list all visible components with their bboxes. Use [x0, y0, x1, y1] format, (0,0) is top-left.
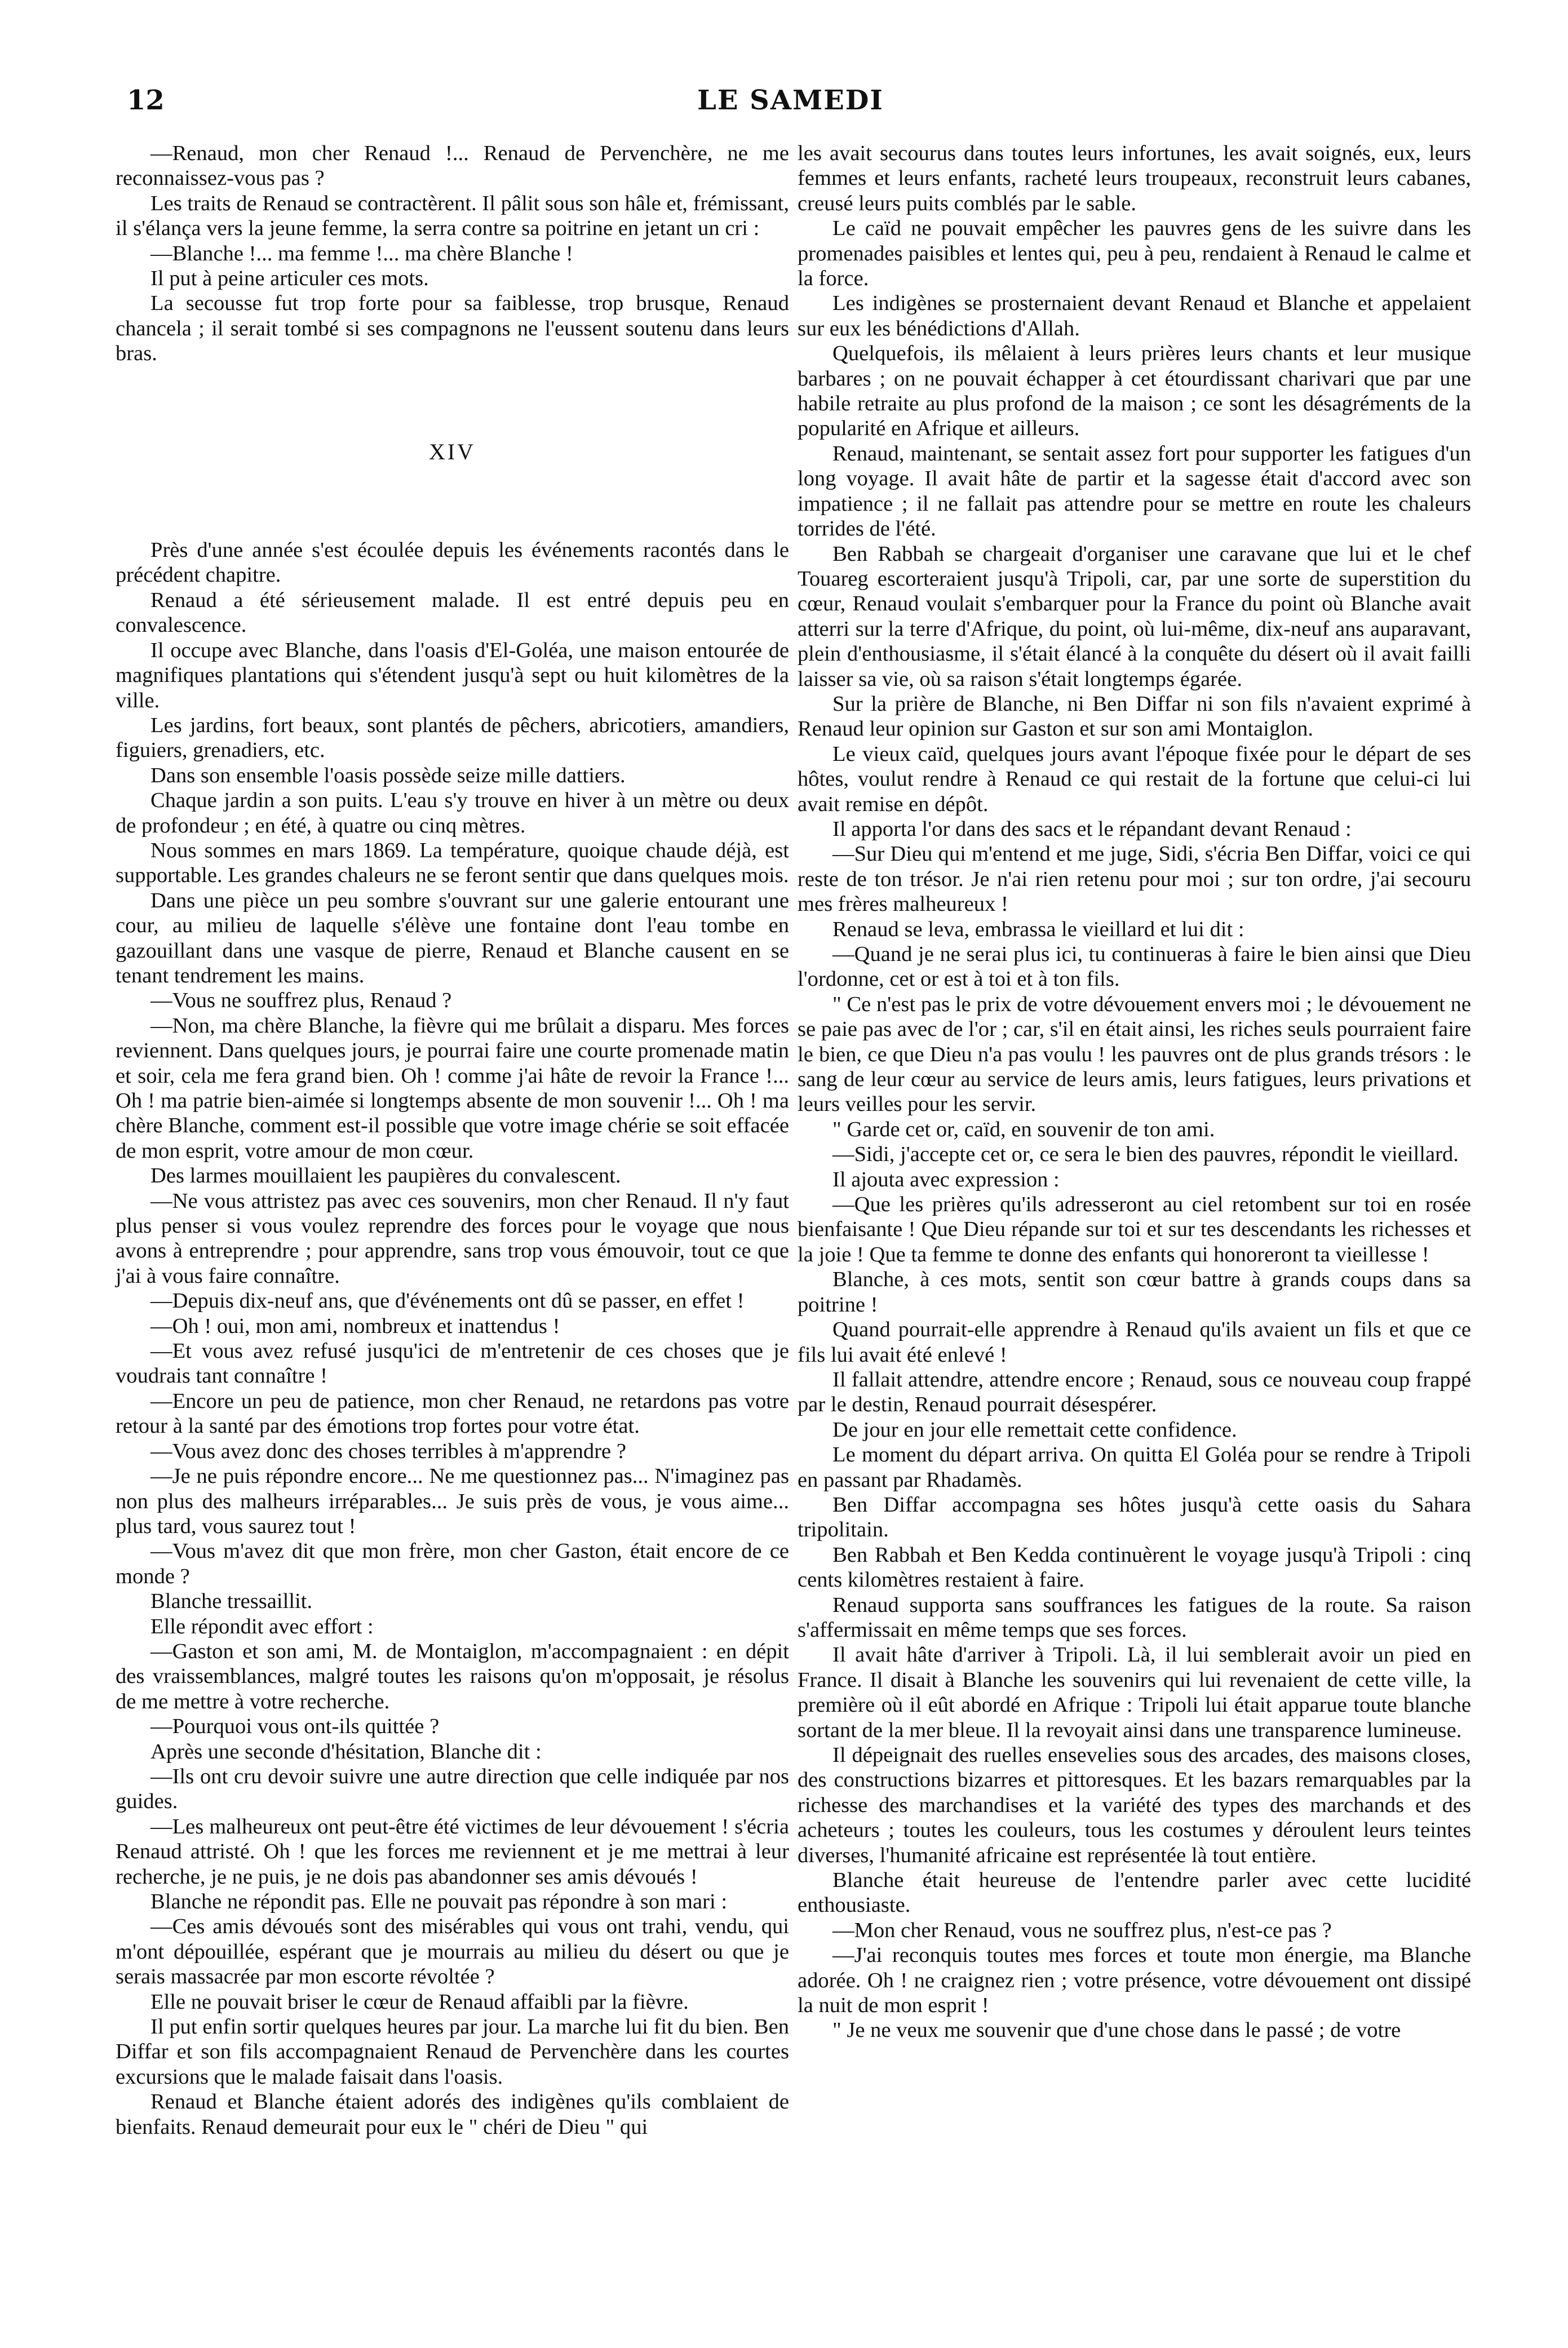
- paragraph: Blanche tressaillit.: [150, 1589, 313, 1614]
- paragraph: Il dépeignait des ruelles ensevelies sous des arcades, des maisons closes, des constructions bizarres et pittoresques. Et les bazars remarquables par la richesse des marchandises et la variété des types des marchands et des acheteurs ; toutes les couleurs, tous les costumes y déroulent leurs teintes diverses, l'humanité africaine est représentée là tout entière.: [798, 1743, 1471, 1867]
- paragraph: —Ces amis dévoués sont des misérables qui vous ont trahi, vendu, qui m'ont dépouillée, espérant que je mourrais au milieu du désert ou que je serais massacrée par mon escorte révoltée ?: [116, 1915, 789, 1989]
- paragraph: —Encore un peu de patience, mon cher Renaud, ne retardons pas votre retour à la santé par des émotions trop fortes pour votre état.: [116, 1389, 789, 1438]
- paragraph: —Ne vous attristez pas avec ces souvenirs, mon cher Renaud. Il n'y faut plus penser si vous voulez reprendre des forces pour le voyage que nous avons à entreprendre ; pour apprendre, sans trop vous émouvoir, tout ce que j'ai à vous faire connaître.: [116, 1189, 789, 1288]
- paragraph: —Blanche !... ma femme !... ma chère Blanche !: [150, 241, 573, 265]
- page-header: [116, 79, 1465, 130]
- paragraph: Dans une pièce un peu sombre s'ouvrant sur une galerie entourant une cour, au milieu de laquelle s'élève une fontaine dont l'eau tombe en gazouillant dans une vasque de pierre, Renaud et Blanche causent en se tenant tendrement les mains.: [116, 888, 789, 987]
- paragraph: Renaud supporta sans souffrances les fatigues de la route. Sa raison s'affermissait en même temps que ses forces.: [798, 1593, 1471, 1642]
- paragraph: Renaud, maintenant, se sentait assez fort pour supporter les fatigues d'un long voyage. Il avait hâte de partir et la sagesse était d'accord avec son impatience ; il ne fallait pas attendre pour se mettre en route les chaleurs torrides de l'été.: [798, 441, 1471, 541]
- paragraph: —Vous ne souffrez plus, Renaud ?: [150, 989, 452, 1013]
- paragraph: Renaud a été sérieusement malade. Il est entré depuis peu en convalescence.: [116, 588, 789, 637]
- paragraph: " Ce n'est pas le prix de votre dévouement envers moi ; le dévouement ne se paie pas avec de l'or ; car, s'il en était ainsi, les riches seuls pourraient faire le bien, ce que Dieu n'a pas voulu ! les pauvres ont de plus grands trésors : le sang de leur cœur au service de leurs amis, leurs fatigues, leurs privations et leurs veilles pour les servir.: [798, 992, 1471, 1117]
- running-title: LE SAMEDI: [697, 85, 884, 116]
- page-number: 12: [127, 85, 165, 116]
- paragraph: —Renaud, mon cher Renaud !... Renaud de Pervenchère, ne me reconnaissez-vous pas ?: [116, 141, 789, 191]
- paragraph: Il put enfin sortir quelques heures par jour. La marche lui fit du bien. Ben Diffar et son fils accompagnaient Renaud de Pervenchère dans les courtes excursions que le malade faisait dans l'oasis.: [116, 2015, 789, 2089]
- right-column: [798, 141, 1471, 2043]
- paragraph: Les traits de Renaud se contractèrent. Il pâlit sous son hâle et, frémissant, il s'élança vers la jeune femme, la serra contre sa poitrine en jetant un cri :: [116, 191, 789, 241]
- paragraph: Renaud se leva, embrassa le vieillard et lui dit :: [832, 917, 1244, 941]
- paragraph: Elle répondit avec effort :: [150, 1614, 374, 1638]
- paragraph: " Garde cet or, caïd, en souvenir de ton ami.: [832, 1117, 1215, 1141]
- paragraph: Ben Diffar accompagna ses hôtes jusqu'à cette oasis du Sahara tripolitain.: [798, 1492, 1471, 1542]
- paragraph: —Non, ma chère Blanche, la fièvre qui me brûlait a disparu. Mes forces reviennent. Dans quelques jours, je pourrai faire une courte promenade matin et soir, cela me fera grand bien. Oh ! comme j'ai hâte de revoir la France !... Oh ! ma patrie bien-aimée si longtemps absente de mon souvenir !... Oh ! ma chère Blanche, comment est-il possible que votre image chérie se soit effacée de mon esprit, votre amour de mon cœur.: [116, 1013, 789, 1163]
- paragraph: Le vieux caïd, quelques jours avant l'époque fixée pour le départ de ses hôtes, voulut rendre à Renaud ce qui restait de la fortune que celui-ci lui avait remise en dépôt.: [798, 742, 1471, 816]
- paragraph: —Mon cher Renaud, vous ne souffrez plus, n'est-ce pas ?: [832, 1918, 1332, 1942]
- paragraph: Blanche ne répondit pas. Elle ne pouvait pas répondre à son mari :: [150, 1890, 728, 1913]
- paragraph: " Je ne veux me souvenir que d'une chose dans le passé ; de votre: [832, 2018, 1401, 2043]
- paragraph: —Sur Dieu qui m'entend et me juge, Sidi, s'écria Ben Diffar, voici ce qui reste de ton trésor. Je n'ai rien retenu pour moi ; sur ton ordre, j'ai secouru mes frères malheureux !: [798, 842, 1471, 916]
- paragraph: Dans son ensemble l'oasis possède seize mille dattiers.: [150, 763, 626, 787]
- paragraph: La secousse fut trop forte pour sa faiblesse, trop brusque, Renaud chancela ; il serait tombé si ses compagnons ne l'eussent soutenu dans leurs bras.: [116, 291, 789, 366]
- paragraph: —Vous m'avez dit que mon frère, mon cher Gaston, était encore de ce monde ?: [116, 1539, 789, 1588]
- paragraph: —Je ne puis répondre encore... Ne me questionnez pas... N'imaginez pas non plus des malheurs irréparables... Je suis près de vous, je vous aime... plus tard, vous saurez tout !: [116, 1464, 789, 1538]
- paragraph: Après une seconde d'hésitation, Blanche dit :: [150, 1739, 542, 1764]
- paragraph: Il apporta l'or dans des sacs et le répandant devant Renaud :: [832, 817, 1352, 841]
- paragraph: —Oh ! oui, mon ami, nombreux et inattendus !: [150, 1314, 560, 1338]
- paragraph: —Depuis dix-neuf ans, que d'événements ont dû se passer, en effet !: [150, 1289, 745, 1313]
- paragraph: —Pourquoi vous ont-ils quittée ?: [150, 1715, 440, 1739]
- paragraph: Il avait hâte d'arriver à Tripoli. Là, il lui semblerait avoir un pied en France. Il disait à Blanche les souvenirs qui lui revenaient de cette ville, la première où il eût abordé en Afrique : Tripoli lui était apparue toute blanche sortant de la mer bleue. Il la revoyait ainsi dans une transparence lumineuse.: [798, 1643, 1471, 1742]
- paragraph: Blanche était heureuse de l'entendre parler avec cette lucidité enthousiaste.: [798, 1868, 1471, 1917]
- paragraph: Elle ne pouvait briser le cœur de Renaud affaibli par la fièvre.: [150, 1990, 689, 2014]
- paragraph: Les jardins, fort beaux, sont plantés de pêchers, abricotiers, amandiers, figuiers, grenadiers, etc.: [116, 713, 789, 763]
- paragraph: Nous sommes en mars 1869. La température, quoique chaude déjà, est supportable. Les grandes chaleurs ne se feront sentir que dans quelques mois.: [116, 838, 789, 888]
- paragraph: les avait secourus dans toutes leurs infortunes, les avait soignés, eux, leurs femmes et leurs enfants, racheté leurs troupeaux, reconstruit leurs cabanes, creusé leurs puits comblés par le sable.: [798, 141, 1471, 215]
- paragraph: —Sidi, j'accepte cet or, ce sera le bien des pauvres, répondit le vieillard.: [832, 1142, 1459, 1167]
- paragraph: Quand pourrait-elle apprendre à Renaud qu'ils avaient un fils et que ce fils lui avait été enlevé !: [798, 1318, 1471, 1367]
- paragraph: Les indigènes se prosternaient devant Renaud et Blanche et appelaient sur eux les bénédictions d'Allah.: [798, 291, 1471, 340]
- paragraph: Il put à peine articuler ces mots.: [150, 267, 429, 291]
- paragraph: Près d'une année s'est écoulée depuis les événements racontés dans le précédent chapitre.: [116, 538, 789, 587]
- paragraph: —Que les prières qu'ils adresseront au ciel retombent sur toi en rosée bienfaisante ! Que Dieu répande sur toi et sur tes descendants les richesses et la joie ! Que ta femme te donne des enfants qui honoreront ta vieillesse !: [798, 1193, 1471, 1266]
- paragraph: —Ils ont cru devoir suivre une autre direction que celle indiquée par nos guides.: [116, 1764, 789, 1814]
- paragraph: Des larmes mouillaient les paupières du convalescent.: [150, 1164, 621, 1188]
- paragraph: Renaud et Blanche étaient adorés des indigènes qu'ils comblaient de bienfaits. Renaud demeurait pour eux le " chéri de Dieu " qui: [116, 2090, 789, 2139]
- paragraph: Le caïd ne pouvait empêcher les pauvres gens de les suivre dans les promenades paisibles et lentes qui, peu à peu, rendaient à Renaud le calme et la force.: [798, 216, 1471, 291]
- paragraph: —Et vous avez refusé jusqu'ici de m'entretenir de ces choses que je voudrais tant connaître !: [116, 1339, 789, 1388]
- paragraph: Le moment du départ arriva. On quitta El Goléa pour se rendre à Tripoli en passant par Rhadamès.: [798, 1443, 1471, 1492]
- paragraph: De jour en jour elle remettait cette confidence.: [832, 1417, 1237, 1442]
- paragraph: —Les malheureux ont peut-être été victimes de leur dévouement ! s'écria Renaud attristé. Oh ! que les forces me reviennent et je me mettrai à leur recherche, je ne puis, je ne dois pas abandonner ses amis dévoués !: [116, 1814, 789, 1889]
- paragraph: Quelquefois, ils mêlaient à leurs prières leurs chants et leur musique barbares ; on ne pouvait échapper à cet étourdissant charivari que par une habile retraite au plus profond de la maison ; ce sont les désagréments de la popularité en Afrique et ailleurs.: [798, 342, 1471, 441]
- paragraph: —Vous avez donc des choses terribles à m'apprendre ?: [150, 1439, 626, 1463]
- paragraph: Il fallait attendre, attendre encore ; Renaud, sous ce nouveau coup frappé par le destin, Renaud pourrait désespérer.: [798, 1367, 1471, 1417]
- paragraph: Il occupe avec Blanche, dans l'oasis d'El-Goléa, une maison entourée de magnifiques plantations qui s'étendent jusqu'à sept ou huit kilomètres de la ville.: [116, 638, 789, 712]
- paragraph: Sur la prière de Blanche, ni Ben Diffar ni son fils n'avaient exprimé à Renaud leur opinion sur Gaston et sur son ami Montaiglon.: [798, 692, 1471, 741]
- paragraph: Ben Rabbah et Ben Kedda continuèrent le voyage jusqu'à Tripoli : cinq cents kilomètres restaient à faire.: [798, 1543, 1471, 1592]
- paragraph: —J'ai reconquis toutes mes forces et toute mon énergie, ma Blanche adorée. Oh ! ne craignez rien ; votre présence, votre dévouement ont dissipé la nuit de mon esprit !: [798, 1943, 1471, 2018]
- section-heading: XIV: [428, 438, 476, 464]
- paragraph: Il ajouta avec expression :: [832, 1167, 1060, 1191]
- paragraph: —Gaston et son ami, M. de Montaiglon, m'accompagnaient : en dépit des vraissemblances, malgré toutes les raisons qu'on m'opposait, je résolus de me mettre à votre recherche.: [116, 1639, 789, 1713]
- paragraph: Ben Rabbah se chargeait d'organiser une caravane que lui et le chef Touareg escorteraient jusqu'à Tripoli, car, par une sorte de superstition du cœur, Renaud voulait s'embarquer pour la France du point où Blanche avait atterri sur la terre d'Afrique, du point, où lui-même, dix-neuf ans auparavant, plein d'enthousiasme, il s'était élancé à la conquête du désert où il avait failli laisser sa vie, où sa raison s'était longtemps égarée.: [798, 542, 1471, 691]
- paragraph: Chaque jardin a son puits. L'eau s'y trouve en hiver à un mètre ou deux de profondeur ; en été, à quatre ou cinq mètres.: [116, 788, 789, 838]
- paragraph: —Quand je ne serai plus ici, tu continueras à faire le bien ainsi que Dieu l'ordonne, cet or est à toi et à ton fils.: [798, 942, 1471, 991]
- paragraph: Blanche, à ces mots, sentit son cœur battre à grands coups dans sa poitrine !: [798, 1268, 1471, 1317]
- left-column: [116, 141, 789, 2139]
